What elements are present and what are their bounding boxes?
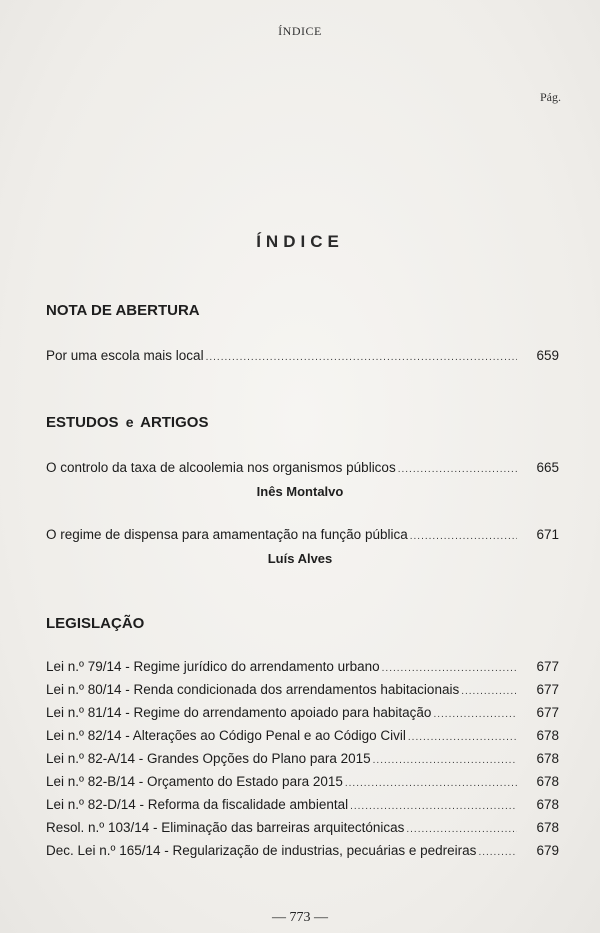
dot-leader [382, 663, 517, 674]
toc-entry-title: Lei n.º 82/14 - Alterações ao Código Penal e ao Código Civil [46, 728, 406, 743]
toc-entry-page: 679 [536, 843, 559, 858]
toc-entry-title: Lei n.º 81/14 - Regime do arrendamento apoiado para habitação [46, 705, 432, 720]
toc-entry-page: 678 [536, 797, 559, 812]
dot-leader [408, 732, 517, 743]
page-number-footer: — 773 — [272, 910, 328, 925]
section-heading-legislacao: LEGISLAÇÃO [46, 615, 145, 632]
dot-leader [345, 778, 517, 789]
index-title: ÍNDICE [256, 232, 344, 251]
section-heading-estudos-tail: ARTIGOS [140, 414, 209, 431]
toc-entry[interactable] [46, 751, 559, 771]
dot-leader [433, 709, 517, 720]
dot-leader [478, 847, 517, 858]
toc-entry-title: Dec. Lei n.º 165/14 - Regularização de industrias, pecuárias e pedreiras [46, 843, 477, 858]
dot-leader [373, 755, 517, 766]
dot-leader [350, 801, 517, 812]
dot-leader [461, 686, 517, 697]
page-column-label: Pág. [540, 90, 561, 104]
toc-entry[interactable] [46, 774, 559, 794]
toc-entry-page: 678 [536, 728, 559, 743]
toc-entry[interactable] [46, 797, 559, 817]
toc-entry-title: Por uma escola mais local [46, 348, 204, 363]
toc-entry-page: 659 [536, 348, 559, 363]
toc-entry[interactable] [46, 348, 559, 368]
dot-leader [410, 531, 517, 542]
toc-entry[interactable] [46, 728, 559, 748]
toc-entry-title: Lei n.º 82-A/14 - Grandes Opções do Plano para 2015 [46, 751, 371, 766]
toc-entry-title: O controlo da taxa de alcoolemia nos organismos públicos [46, 460, 396, 475]
toc-entry-title: Lei n.º 82-B/14 - Orçamento do Estado para 2015 [46, 774, 343, 789]
article-author: Inês Montalvo [256, 484, 344, 499]
toc-entry-page: 677 [536, 659, 559, 674]
toc-entry[interactable] [46, 460, 559, 480]
toc-entry-page: 678 [536, 820, 559, 835]
toc-entry-title: Resol. n.º 103/14 - Eliminação das barreiras arquitectónicas [46, 820, 405, 835]
section-heading-nota: NOTA DE ABERTURA [46, 302, 200, 319]
running-header: ÍNDICE [278, 24, 322, 38]
toc-entry[interactable] [46, 843, 559, 863]
toc-entry-title: Lei n.º 79/14 - Regime jurídico do arrendamento urbano [46, 659, 380, 674]
toc-entry[interactable] [46, 820, 559, 840]
article-author: Luís Alves [267, 551, 333, 566]
dot-leader [406, 824, 517, 835]
toc-entry[interactable] [46, 527, 559, 547]
toc-entry-title: Lei n.º 82-D/14 - Reforma da fiscalidade ambiental [46, 797, 349, 812]
dot-leader [398, 464, 517, 475]
toc-entry-page: 677 [536, 682, 559, 697]
toc-entry[interactable] [46, 705, 559, 725]
toc-entry[interactable] [46, 682, 559, 702]
toc-entry-page: 678 [536, 774, 559, 789]
toc-entry[interactable] [46, 659, 559, 679]
section-heading-estudos-main: ESTUDOS [46, 414, 119, 431]
toc-entry-title: O regime de dispensa para amamentação na função pública [46, 527, 408, 542]
dot-leader [206, 352, 517, 363]
toc-entry-page: 665 [536, 460, 559, 475]
toc-entry-page: 671 [536, 527, 559, 542]
toc-entry-page: 678 [536, 751, 559, 766]
toc-entry-title: Lei n.º 80/14 - Renda condicionada dos arrendamentos habitacionais [46, 682, 460, 697]
section-heading-estudos [46, 414, 208, 431]
section-heading-estudos-conj: e [125, 414, 134, 430]
toc-entry-page: 677 [536, 705, 559, 720]
